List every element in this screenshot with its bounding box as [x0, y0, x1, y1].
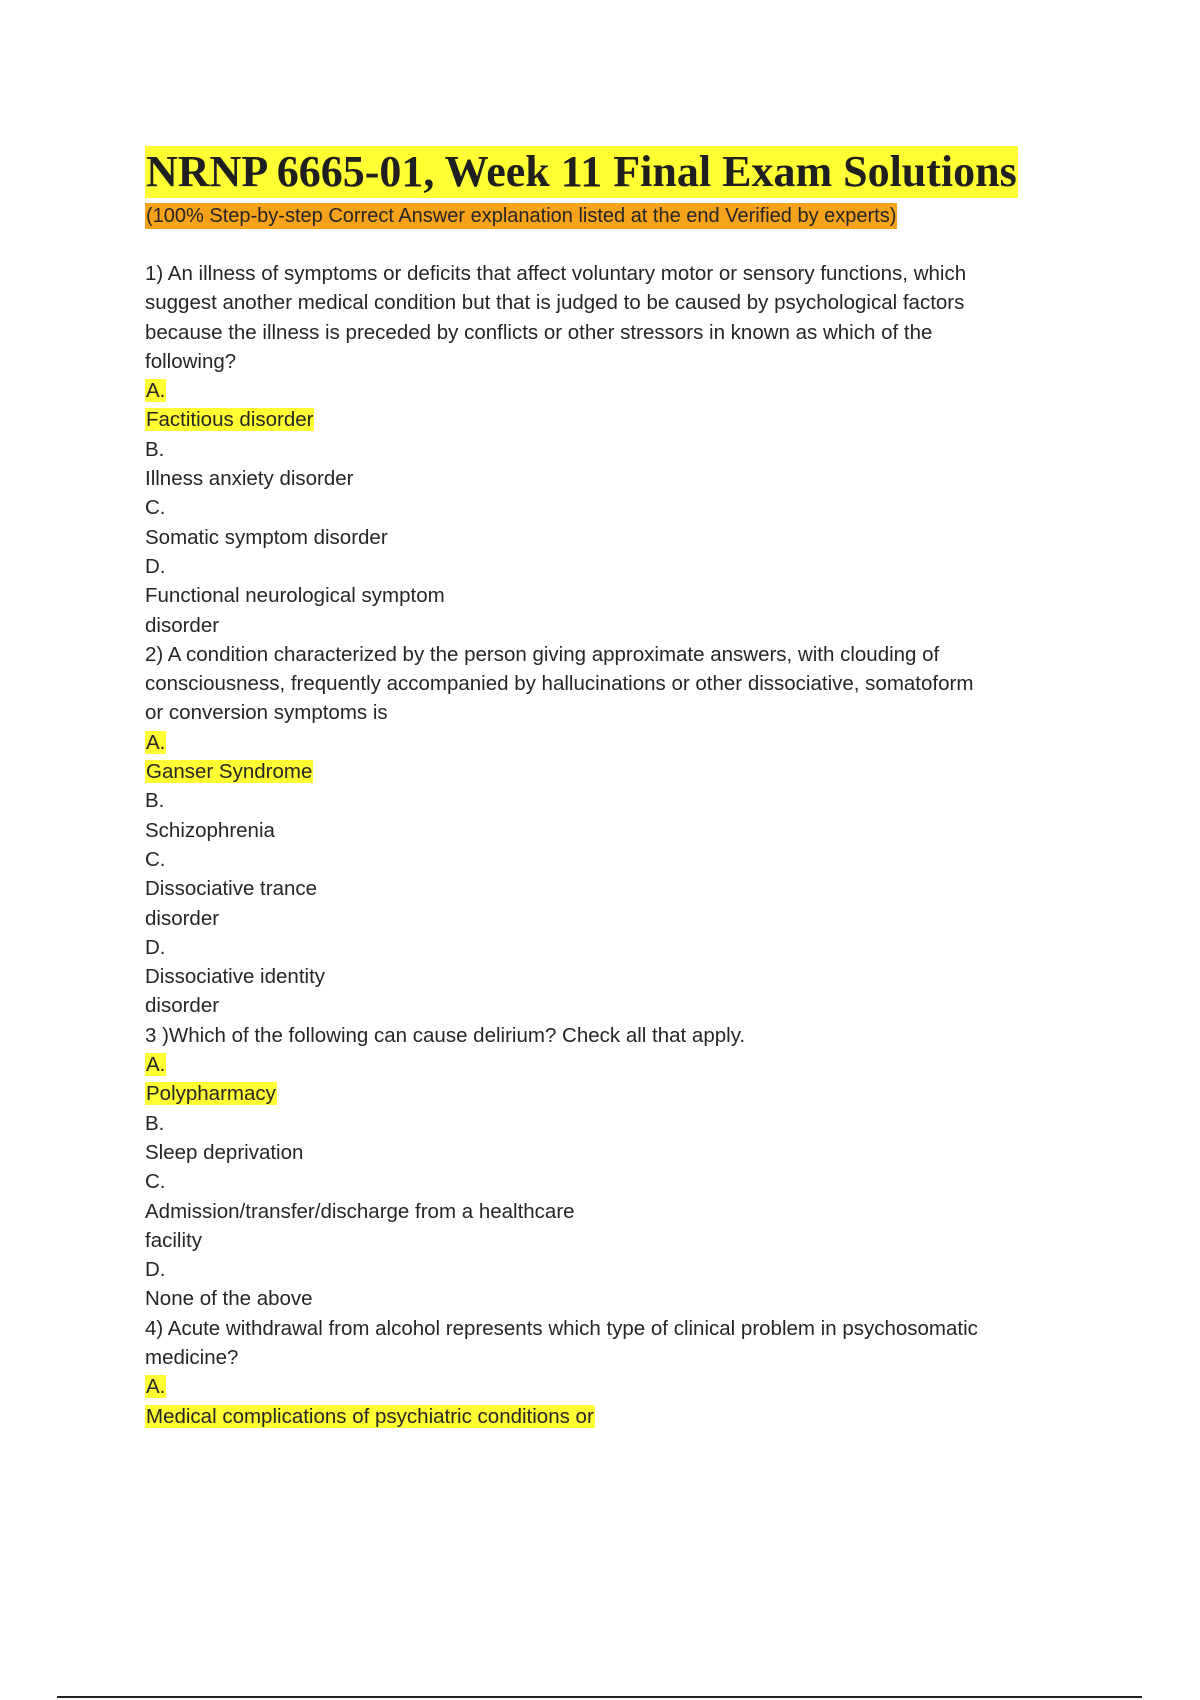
option-text: None of the above — [145, 1287, 313, 1311]
question-1 — [145, 259, 1105, 640]
question-text-line: 2) A condition characterized by the person giving approximate answers, with clouding of — [145, 642, 940, 666]
option-letter-line — [145, 728, 1105, 757]
option-text: Factitious disorder — [146, 408, 314, 432]
option-letter: B. — [145, 1111, 165, 1135]
option-text-line — [145, 1402, 1105, 1431]
option-text: disorder — [145, 613, 220, 637]
option-text-line — [145, 991, 1105, 1020]
question-list — [145, 259, 1105, 1431]
question-text — [145, 1314, 1105, 1373]
option-text: Functional neurological symptom — [145, 584, 445, 608]
option-letter: A. — [146, 1053, 166, 1077]
option-letter-line — [145, 376, 1105, 405]
option-text: Medical complications of psychiatric conditions or — [146, 1404, 594, 1428]
option-letter-line — [145, 1372, 1105, 1401]
question-text-line: consciousness, frequently accompanied by hallucinations or other dissociative, somatoform — [145, 672, 974, 696]
option-letter-line — [145, 493, 1105, 522]
question-text — [145, 640, 1105, 728]
option-text-line — [145, 405, 1105, 434]
option-text: Dissociative identity — [145, 965, 326, 989]
question-text-line: because the illness is preceded by conflicts or other stressors in known as which of the — [145, 320, 933, 344]
option-text: Schizophrenia — [145, 818, 275, 842]
answer-option — [145, 845, 1105, 933]
document-subtitle: (100% Step-by-step Correct Answer explanation listed at the end Verified by experts) — [146, 205, 897, 227]
document-title: NRNP 6665-01, Week 11 Final Exam Solutions — [146, 147, 1017, 196]
option-letter-line — [145, 786, 1105, 815]
option-letter: A. — [146, 1375, 166, 1399]
answer-option — [145, 1255, 1105, 1314]
answer-option — [145, 1109, 1105, 1168]
option-text: Somatic symptom disorder — [145, 525, 388, 549]
option-text-line — [145, 757, 1105, 786]
option-letter: D. — [145, 935, 166, 959]
question-3 — [145, 1021, 1105, 1314]
option-text: Sleep deprivation — [145, 1140, 304, 1164]
option-text: disorder — [145, 906, 220, 930]
option-text-line — [145, 1197, 1105, 1226]
answer-option-correct — [145, 1372, 1105, 1431]
answer-option-correct — [145, 728, 1105, 787]
option-text-line — [145, 962, 1105, 991]
option-letter: B. — [145, 437, 165, 461]
option-letter-line — [145, 1109, 1105, 1138]
option-letter-line — [145, 1167, 1105, 1196]
answer-option — [145, 933, 1105, 1021]
option-text-line — [145, 816, 1105, 845]
option-letter: A. — [146, 379, 166, 403]
option-text: Dissociative trance — [145, 877, 318, 901]
document-body — [145, 146, 1105, 1431]
option-text-line — [145, 1079, 1105, 1108]
option-text: Ganser Syndrome — [146, 760, 313, 784]
option-letter-line — [145, 552, 1105, 581]
option-letter: C. — [145, 847, 166, 871]
option-letter-line — [145, 435, 1105, 464]
option-letter: A. — [146, 730, 166, 754]
answer-option — [145, 552, 1105, 640]
question-text-line: medicine? — [145, 1345, 239, 1369]
option-letter-line — [145, 1050, 1105, 1079]
answer-option — [145, 435, 1105, 494]
option-text-line — [145, 874, 1105, 903]
option-text-line — [145, 581, 1105, 610]
option-letter: B. — [145, 789, 165, 813]
option-letter-line — [145, 1255, 1105, 1284]
option-text-line — [145, 1138, 1105, 1167]
question-text — [145, 1021, 1105, 1050]
question-text-line: or conversion symptoms is — [145, 701, 388, 725]
question-text-line: 1) An illness of symptoms or deficits that affect voluntary motor or sensory functions, which — [145, 262, 967, 285]
answer-option — [145, 1167, 1105, 1255]
option-letter: D. — [145, 554, 166, 578]
option-text-line — [145, 1226, 1105, 1255]
option-text-line — [145, 523, 1105, 552]
question-text-line: 4) Acute withdrawal from alcohol represents which type of clinical problem in psychosomatic — [145, 1316, 978, 1340]
footer-rule — [57, 1696, 1142, 1698]
answer-option-correct — [145, 1050, 1105, 1109]
question-4 — [145, 1314, 1105, 1431]
answer-option — [145, 493, 1105, 552]
answer-option-correct — [145, 376, 1105, 435]
option-text: facility — [145, 1228, 202, 1252]
option-text-line — [145, 1284, 1105, 1313]
option-letter-line — [145, 845, 1105, 874]
option-text: Illness anxiety disorder — [145, 467, 354, 491]
option-text: Admission/transfer/discharge from a healthcare — [145, 1199, 575, 1223]
option-text: disorder — [145, 994, 220, 1018]
answer-option — [145, 786, 1105, 845]
question-text — [145, 259, 1105, 376]
option-text-line — [145, 904, 1105, 933]
option-text: Polypharmacy — [146, 1082, 276, 1106]
question-text-line: suggest another medical condition but that is judged to be caused by psychological factors — [145, 291, 965, 315]
option-letter: D. — [145, 1258, 166, 1282]
question-text-line: 3 )Which of the following can cause delirium? Check all that apply. — [145, 1023, 746, 1047]
option-letter-line — [145, 933, 1105, 962]
option-letter: C. — [145, 496, 166, 520]
option-text-line — [145, 611, 1105, 640]
option-letter: C. — [145, 1170, 166, 1194]
question-text-line: following? — [145, 349, 237, 373]
question-2 — [145, 640, 1105, 1021]
option-text-line — [145, 464, 1105, 493]
